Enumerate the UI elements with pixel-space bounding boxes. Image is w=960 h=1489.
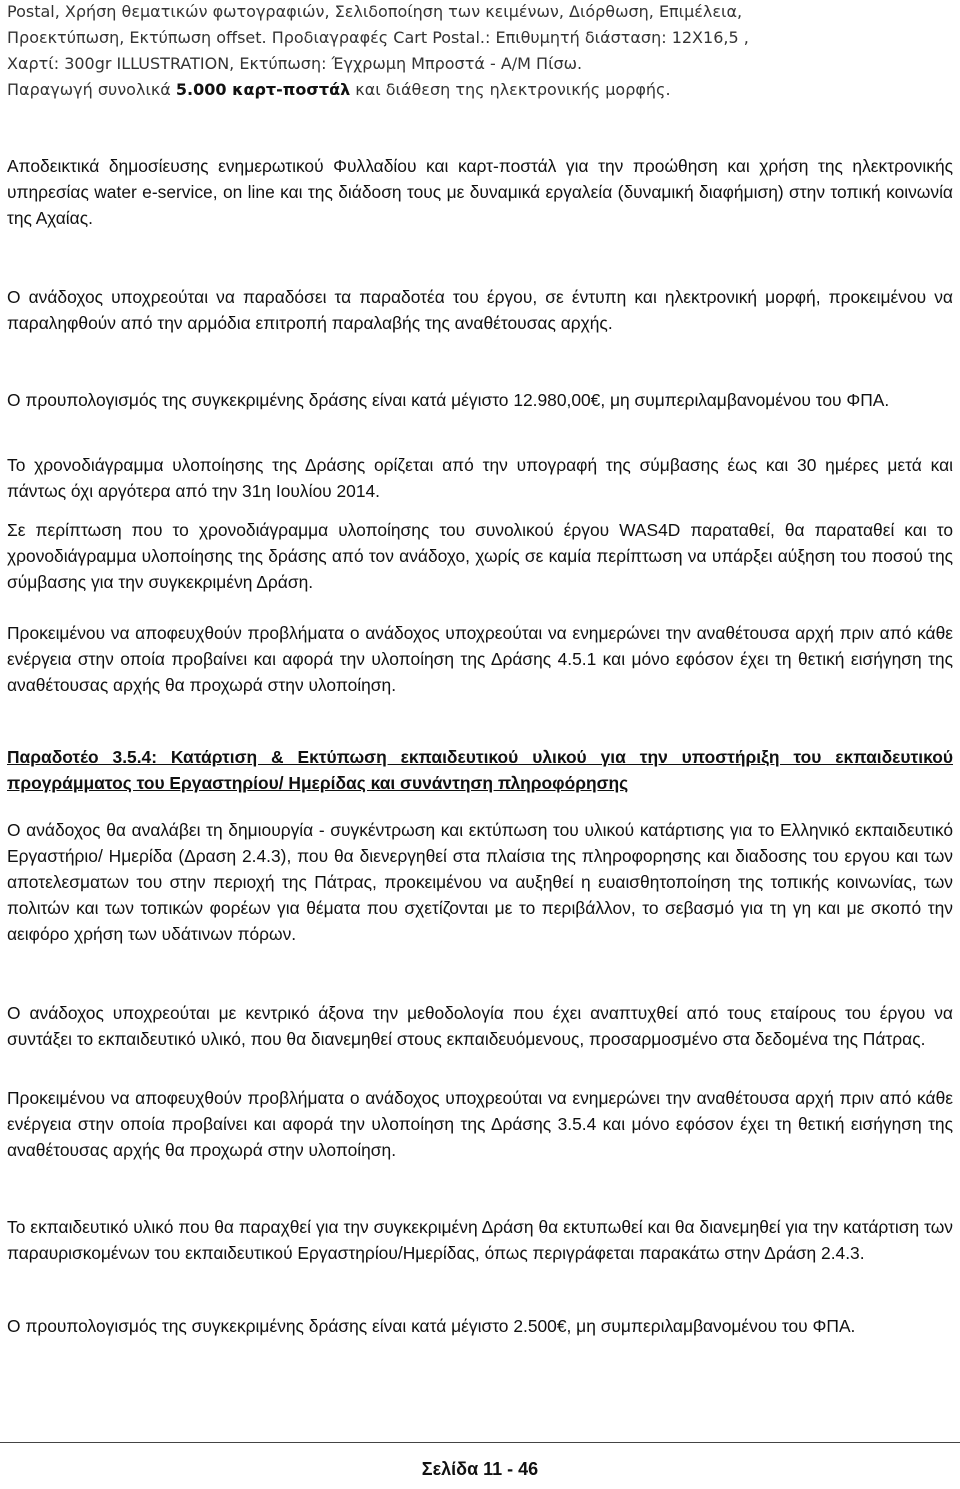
- section-heading: Παραδοτέο 3.5.4: Κατάρτιση & Εκτύπωση εκπαιδευτικού υλικού για την υποστήριξη του εκπαιδευτικού προγράμματος του Εργαστηρίου/ Ημερίδας και συνάντηση πληροφόρησης: [7, 747, 953, 793]
- intro-block: [7, 0, 953, 103]
- intro-line: Προεκτύπωση, Εκτύπωση offset. Προδιαγραφές Cart Postal.: Επιθυμητή διάσταση: 12Χ16,5 ,: [7, 28, 749, 47]
- paragraph: Το χρονοδιάγραμμα υλοποίησης της Δράσης ορίζεται από την υπογραφή της σύμβασης έως και 30 ημέρες μετά και πάντως όχι αργότερα από την 31η Ιουλίου 2014.: [7, 455, 953, 501]
- page-number: Σελίδα 11 - 46: [421, 1459, 539, 1479]
- intro-bold-quantity: 5.000 καρτ-ποστάλ: [175, 80, 351, 99]
- page-footer: [0, 1442, 960, 1480]
- paragraph: Ο προυπολογισμός της συγκεκριμένης δράσης είναι κατά μέγιστο 2.500€, μη συμπεριλαμβανομένου του ΦΠΑ.: [7, 1316, 856, 1336]
- paragraph: Ο προυπολογισμός της συγκεκριμένης δράσης είναι κατά μέγιστο 12.980,00€, μη συμπεριλαμβανομένου του ΦΠΑ.: [7, 390, 890, 410]
- paragraph: Ο ανάδοχος υποχρεούται να παραδόσει τα παραδοτέα του έργου, σε έντυπη και ηλεκτρονική μορφή, προκειμένου να παραληφθούν από την αρμόδια επιτροπή παραλαβής της αναθέτουσας αρχής.: [7, 287, 953, 333]
- intro-line: [7, 77, 953, 103]
- paragraph: Ο ανάδοχος θα αναλάβει τη δημιουργία - συγκέντρωση και εκτύπωση του υλικού κατάρτισης για το Ελληνικό εκπαιδευτικό Εργαστήριο/ Ημερίδα (Δραση 2.4.3), που θα διενεργηθεί στα πλαίσια της πληροφορησης και διαδοσης του εργου και των αποτελεσματων του στην περιοχή της Πάτρας, προκειμένου να αυξηθεί η ευαισθητοποίηση της τοπικής κοινωνίας, των πολιτών και των τοπικών φορέων για θέματα που σχετίζονται με το περιβάλλον, το σεβασμό για τη γη και με σκοπό την αειφόρο χρήση των υδάτινων πόρων.: [7, 820, 953, 944]
- intro-text: Παραγωγή συνολικά: [7, 80, 176, 99]
- paragraph: Σε περίπτωση που το χρονοδιάγραμμα υλοποίησης του συνολικού έργου WAS4D παραταθεί, θα παραταθεί και το χρονοδιάγραμμα υλοποίησης της δράσης από τον ανάδοχο, χωρίς σε καμία περίπτωση να υπάρξει αύξηση του ποσού της σύμβασης για την συγκεκριμένη Δράση.: [7, 520, 953, 592]
- intro-line: Χαρτί: 300gr ILLUSTRATION, Εκτύπωση: Έγχρωμη Μπροστά - Α/Μ Πίσω.: [7, 54, 583, 73]
- paragraph: Ο ανάδοχος υποχρεούται με κεντρικό άξονα την μεθοδολογία που έχει αναπτυχθεί από τους εταίρους του έργου να συντάξει το εκπαιδευτικό υλικό, που θα διανεμηθεί στους εκπαιδευόμενους, προσαρμοσμένο στα δεδομένα της Πάτρας.: [7, 1003, 953, 1049]
- paragraph: Προκειμένου να αποφευχθούν προβλήματα ο ανάδοχος υποχρεούται να ενημερώνει την αναθέτουσα αρχή πριν από κάθε ενέργεια στην οποία προβαίνει και αφορά την υλοποίηση της Δράσης 4.5.1 και μόνο εφόσον έχει τη θετική εισήγηση της αναθέτουσας αρχής θα προχωρά στην υλοποίηση.: [7, 623, 953, 695]
- paragraph: Το εκπαιδευτικό υλικό που θα παραχθεί για την συγκεκριμένη Δράση θα εκτυπωθεί και θα διανεμηθεί για την κατάρτιση των παραυρισκομένων του εκπαιδευτικού Εργαστηρίου/Ημερίδας, όπως περιγράφεται παρακάτω στην Δράση 2.4.3.: [7, 1217, 953, 1263]
- paragraph: Αποδεικτικά δημοσίευσης ενημερωτικού Φυλλαδίου και καρτ-ποστάλ για την προώθηση και χρήση της ηλεκτρονικής υπηρεσίας water e-service, on line και της διάδοση τους με δυναμικά εργαλεία (δυναμική διαφήμιση) στην τοπική κοινωνία της Αχαίας.: [7, 156, 953, 228]
- intro-text: και διάθεση της ηλεκτρονικής μορφής.: [350, 80, 671, 99]
- paragraph: Προκειμένου να αποφευχθούν προβλήματα ο ανάδοχος υποχρεούται να ενημερώνει την αναθέτουσα αρχή πριν από κάθε ενέργεια στην οποία προβαίνει και αφορά την υλοποίηση της Δράσης 3.5.4 και μόνο εφόσον έχει τη θετική εισήγηση της αναθέτουσας αρχής θα προχωρά στην υλοποίηση.: [7, 1088, 953, 1160]
- intro-line: Postal, Χρήση θεματικών φωτογραφιών, Σελιδοποίηση των κειμένων, Διόρθωση, Επιμέλεια,: [7, 2, 743, 21]
